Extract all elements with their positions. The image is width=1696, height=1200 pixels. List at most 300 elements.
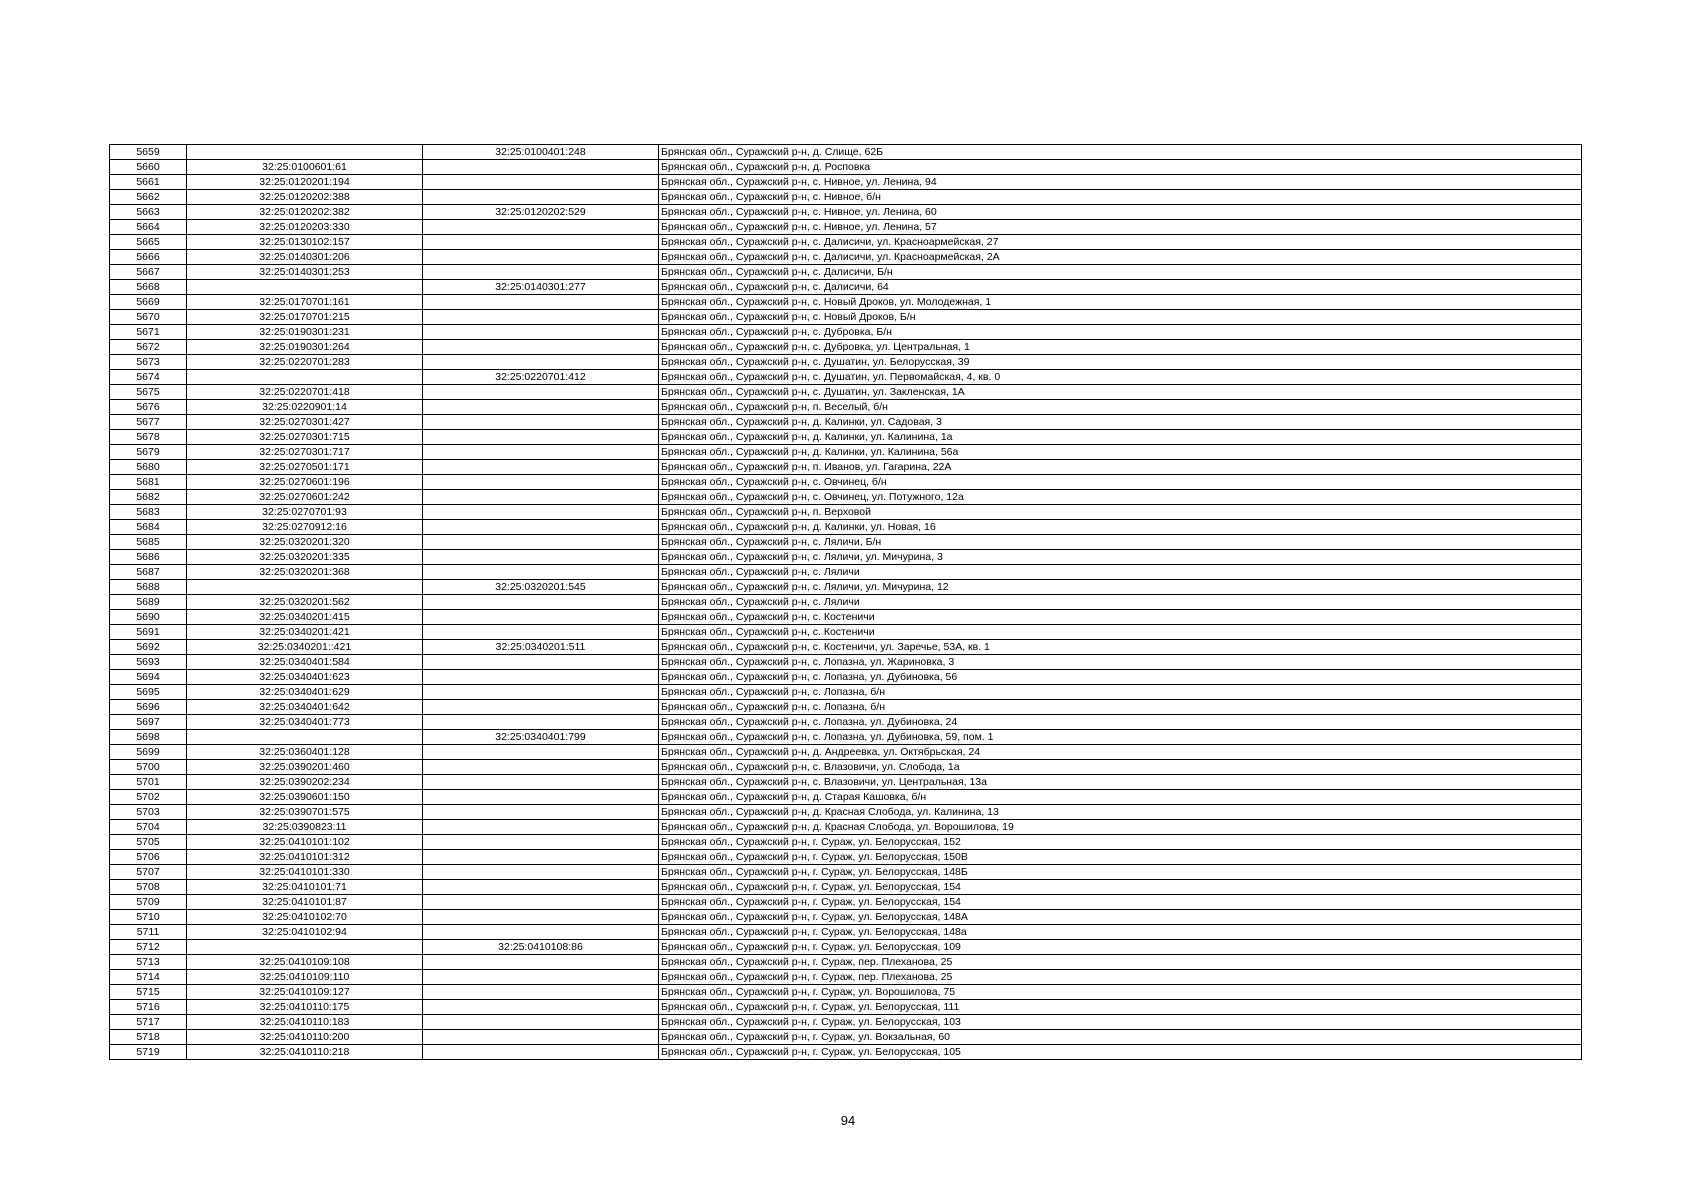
table-row bbox=[110, 490, 1582, 505]
address-cell: Брянская обл., Суражский р-н, д. Калинки, ул. Калинина, 1а bbox=[659, 430, 1582, 445]
table-row bbox=[110, 1015, 1582, 1030]
address-cell: Брянская обл., Суражский р-н, с. Лопазна, б/н bbox=[659, 685, 1582, 700]
address-cell: Брянская обл., Суражский р-н, с. Далисичи, Б/н bbox=[659, 265, 1582, 280]
registry-table bbox=[109, 144, 1582, 1060]
linked-cadastral-number-cell bbox=[423, 550, 659, 565]
row-number-cell: 5691 bbox=[110, 625, 187, 640]
cadastral-number-cell: 32:25:0410101:87 bbox=[187, 895, 423, 910]
cadastral-number-cell: 32:25:0410110:183 bbox=[187, 1015, 423, 1030]
row-number-cell: 5673 bbox=[110, 355, 187, 370]
cadastral-number-cell: 32:25:0270301:717 bbox=[187, 445, 423, 460]
row-number-cell: 5703 bbox=[110, 805, 187, 820]
linked-cadastral-number-cell bbox=[423, 955, 659, 970]
address-cell: Брянская обл., Суражский р-н, с. Новый Дроков, ул. Молодежная, 1 bbox=[659, 295, 1582, 310]
cadastral-number-cell: 32:25:0320201:562 bbox=[187, 595, 423, 610]
table-row bbox=[110, 655, 1582, 670]
linked-cadastral-number-cell: 32:25:0340401:799 bbox=[423, 730, 659, 745]
cadastral-number-cell: 32:25:0190301:231 bbox=[187, 325, 423, 340]
address-cell: Брянская обл., Суражский р-н, с. Дубровка, Б/н bbox=[659, 325, 1582, 340]
table-row bbox=[110, 820, 1582, 835]
row-number-cell: 5662 bbox=[110, 190, 187, 205]
row-number-cell: 5711 bbox=[110, 925, 187, 940]
linked-cadastral-number-cell bbox=[423, 535, 659, 550]
linked-cadastral-number-cell: 32:25:0220701:412 bbox=[423, 370, 659, 385]
table-row bbox=[110, 775, 1582, 790]
linked-cadastral-number-cell bbox=[423, 325, 659, 340]
table-row bbox=[110, 475, 1582, 490]
row-number-cell: 5709 bbox=[110, 895, 187, 910]
row-number-cell: 5693 bbox=[110, 655, 187, 670]
row-number-cell: 5678 bbox=[110, 430, 187, 445]
row-number-cell: 5680 bbox=[110, 460, 187, 475]
row-number-cell: 5675 bbox=[110, 385, 187, 400]
linked-cadastral-number-cell bbox=[423, 1030, 659, 1045]
linked-cadastral-number-cell bbox=[423, 400, 659, 415]
row-number-cell: 5694 bbox=[110, 670, 187, 685]
table-row bbox=[110, 235, 1582, 250]
address-cell: Брянская обл., Суражский р-н, г. Сураж, ул. Белорусская, 105 bbox=[659, 1045, 1582, 1060]
table-row bbox=[110, 145, 1582, 160]
row-number-cell: 5706 bbox=[110, 850, 187, 865]
address-cell: Брянская обл., Суражский р-н, с. Душатин, ул. Первомайская, 4, кв. 0 bbox=[659, 370, 1582, 385]
table-row bbox=[110, 385, 1582, 400]
cadastral-number-cell: 32:25:0340201:415 bbox=[187, 610, 423, 625]
cadastral-number-cell: 32:25:0320201:320 bbox=[187, 535, 423, 550]
address-cell: Брянская обл., Суражский р-н, с. Лопазна, ул. Жариновка, 3 bbox=[659, 655, 1582, 670]
row-number-cell: 5676 bbox=[110, 400, 187, 415]
row-number-cell: 5682 bbox=[110, 490, 187, 505]
address-cell: Брянская обл., Суражский р-н, с. Ляличи bbox=[659, 565, 1582, 580]
row-number-cell: 5666 bbox=[110, 250, 187, 265]
linked-cadastral-number-cell bbox=[423, 595, 659, 610]
table-row bbox=[110, 340, 1582, 355]
table-row bbox=[110, 850, 1582, 865]
linked-cadastral-number-cell bbox=[423, 190, 659, 205]
table-row bbox=[110, 865, 1582, 880]
table-row bbox=[110, 940, 1582, 955]
table-row bbox=[110, 220, 1582, 235]
cadastral-number-cell: 32:25:0140301:206 bbox=[187, 250, 423, 265]
linked-cadastral-number-cell bbox=[423, 355, 659, 370]
cadastral-number-cell: 32:25:0410101:102 bbox=[187, 835, 423, 850]
table-row bbox=[110, 700, 1582, 715]
row-number-cell: 5677 bbox=[110, 415, 187, 430]
table-row bbox=[110, 970, 1582, 985]
table-row bbox=[110, 550, 1582, 565]
address-cell: Брянская обл., Суражский р-н, с. Ляличи bbox=[659, 595, 1582, 610]
cadastral-number-cell: 32:25:0340201::421 bbox=[187, 640, 423, 655]
cadastral-number-cell: 32:25:0410102:70 bbox=[187, 910, 423, 925]
table-row bbox=[110, 1000, 1582, 1015]
table-row bbox=[110, 745, 1582, 760]
row-number-cell: 5705 bbox=[110, 835, 187, 850]
cadastral-number-cell: 32:25:0270301:427 bbox=[187, 415, 423, 430]
address-cell: Брянская обл., Суражский р-н, г. Сураж, ул. Белорусская, 111 bbox=[659, 1000, 1582, 1015]
cadastral-number-cell bbox=[187, 730, 423, 745]
address-cell: Брянская обл., Суражский р-н, п. Веселый, б/н bbox=[659, 400, 1582, 415]
cadastral-number-cell: 32:25:0270501:171 bbox=[187, 460, 423, 475]
table-row bbox=[110, 160, 1582, 175]
address-cell: Брянская обл., Суражский р-н, г. Сураж, пер. Плеханова, 25 bbox=[659, 955, 1582, 970]
row-number-cell: 5687 bbox=[110, 565, 187, 580]
row-number-cell: 5664 bbox=[110, 220, 187, 235]
linked-cadastral-number-cell bbox=[423, 910, 659, 925]
row-number-cell: 5665 bbox=[110, 235, 187, 250]
address-cell: Брянская обл., Суражский р-н, д. Андреевка, ул. Октябрьская, 24 bbox=[659, 745, 1582, 760]
registry-table-body bbox=[110, 145, 1582, 1060]
row-number-cell: 5668 bbox=[110, 280, 187, 295]
address-cell: Брянская обл., Суражский р-н, с. Далисичи, ул. Красноармейская, 2А bbox=[659, 250, 1582, 265]
cadastral-number-cell: 32:25:0410110:218 bbox=[187, 1045, 423, 1060]
table-row bbox=[110, 505, 1582, 520]
table-row bbox=[110, 685, 1582, 700]
table-row bbox=[110, 400, 1582, 415]
linked-cadastral-number-cell bbox=[423, 160, 659, 175]
linked-cadastral-number-cell bbox=[423, 175, 659, 190]
address-cell: Брянская обл., Суражский р-н, д. Красная Слобода, ул. Ворошилова, 19 bbox=[659, 820, 1582, 835]
row-number-cell: 5683 bbox=[110, 505, 187, 520]
cadastral-number-cell: 32:25:0390601:150 bbox=[187, 790, 423, 805]
linked-cadastral-number-cell bbox=[423, 415, 659, 430]
cadastral-number-cell: 32:25:0390202:234 bbox=[187, 775, 423, 790]
page-number: 94 bbox=[840, 1113, 856, 1128]
address-cell: Брянская обл., Суражский р-н, с. Далисичи, ул. Красноармейская, 27 bbox=[659, 235, 1582, 250]
cadastral-number-cell: 32:25:0410110:200 bbox=[187, 1030, 423, 1045]
cadastral-number-cell: 32:25:0320201:335 bbox=[187, 550, 423, 565]
row-number-cell: 5661 bbox=[110, 175, 187, 190]
row-number-cell: 5707 bbox=[110, 865, 187, 880]
address-cell: Брянская обл., Суражский р-н, г. Сураж, ул. Белорусская, 154 bbox=[659, 895, 1582, 910]
table-row bbox=[110, 835, 1582, 850]
address-cell: Брянская обл., Суражский р-н, г. Сураж, ул. Белорусская, 150В bbox=[659, 850, 1582, 865]
row-number-cell: 5701 bbox=[110, 775, 187, 790]
address-cell: Брянская обл., Суражский р-н, г. Сураж, ул. Белорусская, 103 bbox=[659, 1015, 1582, 1030]
address-cell: Брянская обл., Суражский р-н, п. Иванов, ул. Гагарина, 22А bbox=[659, 460, 1582, 475]
address-cell: Брянская обл., Суражский р-н, г. Сураж, ул. Белорусская, 148а bbox=[659, 925, 1582, 940]
cadastral-number-cell: 32:25:0410101:330 bbox=[187, 865, 423, 880]
address-cell: Брянская обл., Суражский р-н, г. Сураж, пер. Плеханова, 25 bbox=[659, 970, 1582, 985]
row-number-cell: 5717 bbox=[110, 1015, 187, 1030]
cadastral-number-cell: 32:25:0340401:584 bbox=[187, 655, 423, 670]
cadastral-number-cell: 32:25:0120202:382 bbox=[187, 205, 423, 220]
linked-cadastral-number-cell bbox=[423, 775, 659, 790]
linked-cadastral-number-cell bbox=[423, 670, 659, 685]
row-number-cell: 5714 bbox=[110, 970, 187, 985]
cadastral-number-cell: 32:25:0340401:642 bbox=[187, 700, 423, 715]
table-row bbox=[110, 760, 1582, 775]
cadastral-number-cell: 32:25:0130102:157 bbox=[187, 235, 423, 250]
address-cell: Брянская обл., Суражский р-н, с. Дубровка, ул. Центральная, 1 bbox=[659, 340, 1582, 355]
table-row bbox=[110, 310, 1582, 325]
address-cell: Брянская обл., Суражский р-н, с. Ляличи, ул. Мичурина, 12 bbox=[659, 580, 1582, 595]
table-row bbox=[110, 790, 1582, 805]
table-row bbox=[110, 520, 1582, 535]
row-number-cell: 5685 bbox=[110, 535, 187, 550]
cadastral-number-cell: 32:25:0270701:93 bbox=[187, 505, 423, 520]
address-cell: Брянская обл., Суражский р-н, с. Костеничи bbox=[659, 610, 1582, 625]
table-row bbox=[110, 715, 1582, 730]
linked-cadastral-number-cell bbox=[423, 895, 659, 910]
table-row bbox=[110, 670, 1582, 685]
address-cell: Брянская обл., Суражский р-н, д. Калинки, ул. Садовая, 3 bbox=[659, 415, 1582, 430]
table-row bbox=[110, 1030, 1582, 1045]
row-number-cell: 5719 bbox=[110, 1045, 187, 1060]
row-number-cell: 5679 bbox=[110, 445, 187, 460]
table-row bbox=[110, 295, 1582, 310]
address-cell: Брянская обл., Суражский р-н, с. Нивное, ул. Ленина, 57 bbox=[659, 220, 1582, 235]
linked-cadastral-number-cell bbox=[423, 715, 659, 730]
row-number-cell: 5698 bbox=[110, 730, 187, 745]
linked-cadastral-number-cell bbox=[423, 790, 659, 805]
address-cell: Брянская обл., Суражский р-н, г. Сураж, ул. Белорусская, 152 bbox=[659, 835, 1582, 850]
row-number-cell: 5710 bbox=[110, 910, 187, 925]
address-cell: Брянская обл., Суражский р-н, с. Далисичи, 64 bbox=[659, 280, 1582, 295]
row-number-cell: 5704 bbox=[110, 820, 187, 835]
row-number-cell: 5660 bbox=[110, 160, 187, 175]
linked-cadastral-number-cell bbox=[423, 505, 659, 520]
row-number-cell: 5659 bbox=[110, 145, 187, 160]
address-cell: Брянская обл., Суражский р-н, г. Сураж, ул. Белорусская, 148Б bbox=[659, 865, 1582, 880]
row-number-cell: 5696 bbox=[110, 700, 187, 715]
row-number-cell: 5712 bbox=[110, 940, 187, 955]
table-row bbox=[110, 265, 1582, 280]
linked-cadastral-number-cell bbox=[423, 970, 659, 985]
address-cell: Брянская обл., Суражский р-н, д. Росповка bbox=[659, 160, 1582, 175]
row-number-cell: 5690 bbox=[110, 610, 187, 625]
row-number-cell: 5715 bbox=[110, 985, 187, 1000]
cadastral-number-cell: 32:25:0270601:196 bbox=[187, 475, 423, 490]
address-cell: Брянская обл., Суражский р-н, д. Старая Кашовка, б/н bbox=[659, 790, 1582, 805]
address-cell: Брянская обл., Суражский р-н, с. Ляличи, Б/н bbox=[659, 535, 1582, 550]
table-row bbox=[110, 610, 1582, 625]
linked-cadastral-number-cell: 32:25:0100401:248 bbox=[423, 145, 659, 160]
table-row bbox=[110, 175, 1582, 190]
address-cell: Брянская обл., Суражский р-н, с. Душатин, ул. Белорусская, 39 bbox=[659, 355, 1582, 370]
cadastral-number-cell: 32:25:0270301:715 bbox=[187, 430, 423, 445]
table-row bbox=[110, 430, 1582, 445]
cadastral-number-cell: 32:25:0270912:16 bbox=[187, 520, 423, 535]
cadastral-number-cell: 32:25:0220701:283 bbox=[187, 355, 423, 370]
cadastral-number-cell: 32:25:0270601:242 bbox=[187, 490, 423, 505]
table-row bbox=[110, 985, 1582, 1000]
table-row bbox=[110, 925, 1582, 940]
address-cell: Брянская обл., Суражский р-н, с. Влазовичи, ул. Центральная, 13а bbox=[659, 775, 1582, 790]
table-row bbox=[110, 640, 1582, 655]
address-cell: Брянская обл., Суражский р-н, с. Нивное, б/н bbox=[659, 190, 1582, 205]
linked-cadastral-number-cell bbox=[423, 565, 659, 580]
row-number-cell: 5702 bbox=[110, 790, 187, 805]
cadastral-number-cell: 32:25:0190301:264 bbox=[187, 340, 423, 355]
address-cell: Брянская обл., Суражский р-н, с. Овчинец, ул. Потужного, 12а bbox=[659, 490, 1582, 505]
linked-cadastral-number-cell bbox=[423, 745, 659, 760]
table-row bbox=[110, 415, 1582, 430]
linked-cadastral-number-cell bbox=[423, 220, 659, 235]
linked-cadastral-number-cell bbox=[423, 490, 659, 505]
cadastral-number-cell: 32:25:0340201:421 bbox=[187, 625, 423, 640]
table-row bbox=[110, 595, 1582, 610]
linked-cadastral-number-cell: 32:25:0340201:511 bbox=[423, 640, 659, 655]
linked-cadastral-number-cell bbox=[423, 820, 659, 835]
linked-cadastral-number-cell bbox=[423, 460, 659, 475]
cadastral-number-cell: 32:25:0410101:312 bbox=[187, 850, 423, 865]
address-cell: Брянская обл., Суражский р-н, с. Костеничи bbox=[659, 625, 1582, 640]
linked-cadastral-number-cell bbox=[423, 295, 659, 310]
linked-cadastral-number-cell bbox=[423, 340, 659, 355]
address-cell: Брянская обл., Суражский р-н, с. Лопазна, ул. Дубиновка, 56 bbox=[659, 670, 1582, 685]
linked-cadastral-number-cell bbox=[423, 760, 659, 775]
cadastral-number-cell: 32:25:0410102:94 bbox=[187, 925, 423, 940]
cadastral-number-cell: 32:25:0390823:11 bbox=[187, 820, 423, 835]
linked-cadastral-number-cell bbox=[423, 985, 659, 1000]
cadastral-number-cell: 32:25:0410109:127 bbox=[187, 985, 423, 1000]
linked-cadastral-number-cell: 32:25:0140301:277 bbox=[423, 280, 659, 295]
linked-cadastral-number-cell bbox=[423, 430, 659, 445]
table-row bbox=[110, 910, 1582, 925]
address-cell: Брянская обл., Суражский р-н, с. Нивное, ул. Ленина, 60 bbox=[659, 205, 1582, 220]
table-row bbox=[110, 805, 1582, 820]
address-cell: Брянская обл., Суражский р-н, д. Красная Слобода, ул. Калинина, 13 bbox=[659, 805, 1582, 820]
address-cell: Брянская обл., Суражский р-н, с. Лопазна, б/н bbox=[659, 700, 1582, 715]
cadastral-number-cell: 32:25:0220901:14 bbox=[187, 400, 423, 415]
table-row bbox=[110, 445, 1582, 460]
cadastral-number-cell: 32:25:0170701:161 bbox=[187, 295, 423, 310]
cadastral-number-cell: 32:25:0410109:110 bbox=[187, 970, 423, 985]
linked-cadastral-number-cell bbox=[423, 880, 659, 895]
cadastral-number-cell: 32:25:0390701:575 bbox=[187, 805, 423, 820]
address-cell: Брянская обл., Суражский р-н, г. Сураж, ул. Белорусская, 109 bbox=[659, 940, 1582, 955]
table-row bbox=[110, 565, 1582, 580]
address-cell: Брянская обл., Суражский р-н, с. Нивное, ул. Ленина, 94 bbox=[659, 175, 1582, 190]
cadastral-number-cell: 32:25:0220701:418 bbox=[187, 385, 423, 400]
linked-cadastral-number-cell bbox=[423, 625, 659, 640]
cadastral-number-cell bbox=[187, 940, 423, 955]
cadastral-number-cell: 32:25:0340401:629 bbox=[187, 685, 423, 700]
row-number-cell: 5695 bbox=[110, 685, 187, 700]
table-row bbox=[110, 625, 1582, 640]
cadastral-number-cell: 32:25:0140301:253 bbox=[187, 265, 423, 280]
address-cell: Брянская обл., Суражский р-н, с. Овчинец, б/н bbox=[659, 475, 1582, 490]
table-row bbox=[110, 580, 1582, 595]
linked-cadastral-number-cell bbox=[423, 250, 659, 265]
table-row bbox=[110, 460, 1582, 475]
table-row bbox=[110, 205, 1582, 220]
linked-cadastral-number-cell bbox=[423, 865, 659, 880]
table-row bbox=[110, 1045, 1582, 1060]
linked-cadastral-number-cell bbox=[423, 475, 659, 490]
row-number-cell: 5689 bbox=[110, 595, 187, 610]
address-cell: Брянская обл., Суражский р-н, с. Костеничи, ул. Заречье, 53А, кв. 1 bbox=[659, 640, 1582, 655]
cadastral-number-cell bbox=[187, 580, 423, 595]
table-row bbox=[110, 535, 1582, 550]
cadastral-number-cell: 32:25:0410110:175 bbox=[187, 1000, 423, 1015]
row-number-cell: 5663 bbox=[110, 205, 187, 220]
linked-cadastral-number-cell bbox=[423, 835, 659, 850]
cadastral-number-cell: 32:25:0120202:388 bbox=[187, 190, 423, 205]
row-number-cell: 5686 bbox=[110, 550, 187, 565]
cadastral-number-cell: 32:25:0120203:330 bbox=[187, 220, 423, 235]
cadastral-number-cell bbox=[187, 280, 423, 295]
row-number-cell: 5708 bbox=[110, 880, 187, 895]
cadastral-number-cell: 32:25:0320201:368 bbox=[187, 565, 423, 580]
row-number-cell: 5718 bbox=[110, 1030, 187, 1045]
linked-cadastral-number-cell bbox=[423, 1015, 659, 1030]
linked-cadastral-number-cell bbox=[423, 1000, 659, 1015]
table-row bbox=[110, 355, 1582, 370]
linked-cadastral-number-cell: 32:25:0320201:545 bbox=[423, 580, 659, 595]
table-row bbox=[110, 895, 1582, 910]
table-row bbox=[110, 730, 1582, 745]
row-number-cell: 5697 bbox=[110, 715, 187, 730]
cadastral-number-cell: 32:25:0120201:194 bbox=[187, 175, 423, 190]
cadastral-number-cell: 32:25:0390201:460 bbox=[187, 760, 423, 775]
cadastral-number-cell: 32:25:0360401:128 bbox=[187, 745, 423, 760]
cadastral-number-cell: 32:25:0100601:61 bbox=[187, 160, 423, 175]
address-cell: Брянская обл., Суражский р-н, д. Слище, 62Б bbox=[659, 145, 1582, 160]
row-number-cell: 5688 bbox=[110, 580, 187, 595]
row-number-cell: 5669 bbox=[110, 295, 187, 310]
linked-cadastral-number-cell bbox=[423, 850, 659, 865]
cadastral-number-cell: 32:25:0410101:71 bbox=[187, 880, 423, 895]
linked-cadastral-number-cell bbox=[423, 1045, 659, 1060]
linked-cadastral-number-cell bbox=[423, 805, 659, 820]
cadastral-number-cell: 32:25:0340401:773 bbox=[187, 715, 423, 730]
address-cell: Брянская обл., Суражский р-н, д. Калинки, ул. Новая, 16 bbox=[659, 520, 1582, 535]
address-cell: Брянская обл., Суражский р-н, г. Сураж, ул. Вокзальная, 60 bbox=[659, 1030, 1582, 1045]
linked-cadastral-number-cell bbox=[423, 310, 659, 325]
address-cell: Брянская обл., Суражский р-н, г. Сураж, ул. Белорусская, 154 bbox=[659, 880, 1582, 895]
address-cell: Брянская обл., Суражский р-н, с. Лопазна, ул. Дубиновка, 59, пом. 1 bbox=[659, 730, 1582, 745]
row-number-cell: 5674 bbox=[110, 370, 187, 385]
row-number-cell: 5684 bbox=[110, 520, 187, 535]
address-cell: Брянская обл., Суражский р-н, с. Лопазна, ул. Дубиновка, 24 bbox=[659, 715, 1582, 730]
table-row bbox=[110, 190, 1582, 205]
address-cell: Брянская обл., Суражский р-н, с. Душатин, ул. Закленская, 1А bbox=[659, 385, 1582, 400]
linked-cadastral-number-cell bbox=[423, 655, 659, 670]
linked-cadastral-number-cell bbox=[423, 235, 659, 250]
address-cell: Брянская обл., Суражский р-н, с. Новый Дроков, Б/н bbox=[659, 310, 1582, 325]
row-number-cell: 5681 bbox=[110, 475, 187, 490]
table-row bbox=[110, 370, 1582, 385]
table-row bbox=[110, 280, 1582, 295]
row-number-cell: 5700 bbox=[110, 760, 187, 775]
cadastral-number-cell: 32:25:0340401:623 bbox=[187, 670, 423, 685]
address-cell: Брянская обл., Суражский р-н, с. Ляличи, ул. Мичурина, 3 bbox=[659, 550, 1582, 565]
linked-cadastral-number-cell bbox=[423, 520, 659, 535]
linked-cadastral-number-cell bbox=[423, 685, 659, 700]
address-cell: Брянская обл., Суражский р-н, г. Сураж, ул. Белорусская, 148А bbox=[659, 910, 1582, 925]
linked-cadastral-number-cell: 32:25:0410108:86 bbox=[423, 940, 659, 955]
row-number-cell: 5672 bbox=[110, 340, 187, 355]
row-number-cell: 5670 bbox=[110, 310, 187, 325]
row-number-cell: 5692 bbox=[110, 640, 187, 655]
linked-cadastral-number-cell bbox=[423, 445, 659, 460]
row-number-cell: 5671 bbox=[110, 325, 187, 340]
row-number-cell: 5667 bbox=[110, 265, 187, 280]
row-number-cell: 5699 bbox=[110, 745, 187, 760]
table-row bbox=[110, 250, 1582, 265]
cadastral-number-cell: 32:25:0170701:215 bbox=[187, 310, 423, 325]
address-cell: Брянская обл., Суражский р-н, п. Верховой bbox=[659, 505, 1582, 520]
row-number-cell: 5713 bbox=[110, 955, 187, 970]
cadastral-number-cell bbox=[187, 370, 423, 385]
linked-cadastral-number-cell bbox=[423, 700, 659, 715]
table-row bbox=[110, 325, 1582, 340]
linked-cadastral-number-cell bbox=[423, 610, 659, 625]
linked-cadastral-number-cell bbox=[423, 925, 659, 940]
cadastral-number-cell bbox=[187, 145, 423, 160]
table-row bbox=[110, 880, 1582, 895]
row-number-cell: 5716 bbox=[110, 1000, 187, 1015]
